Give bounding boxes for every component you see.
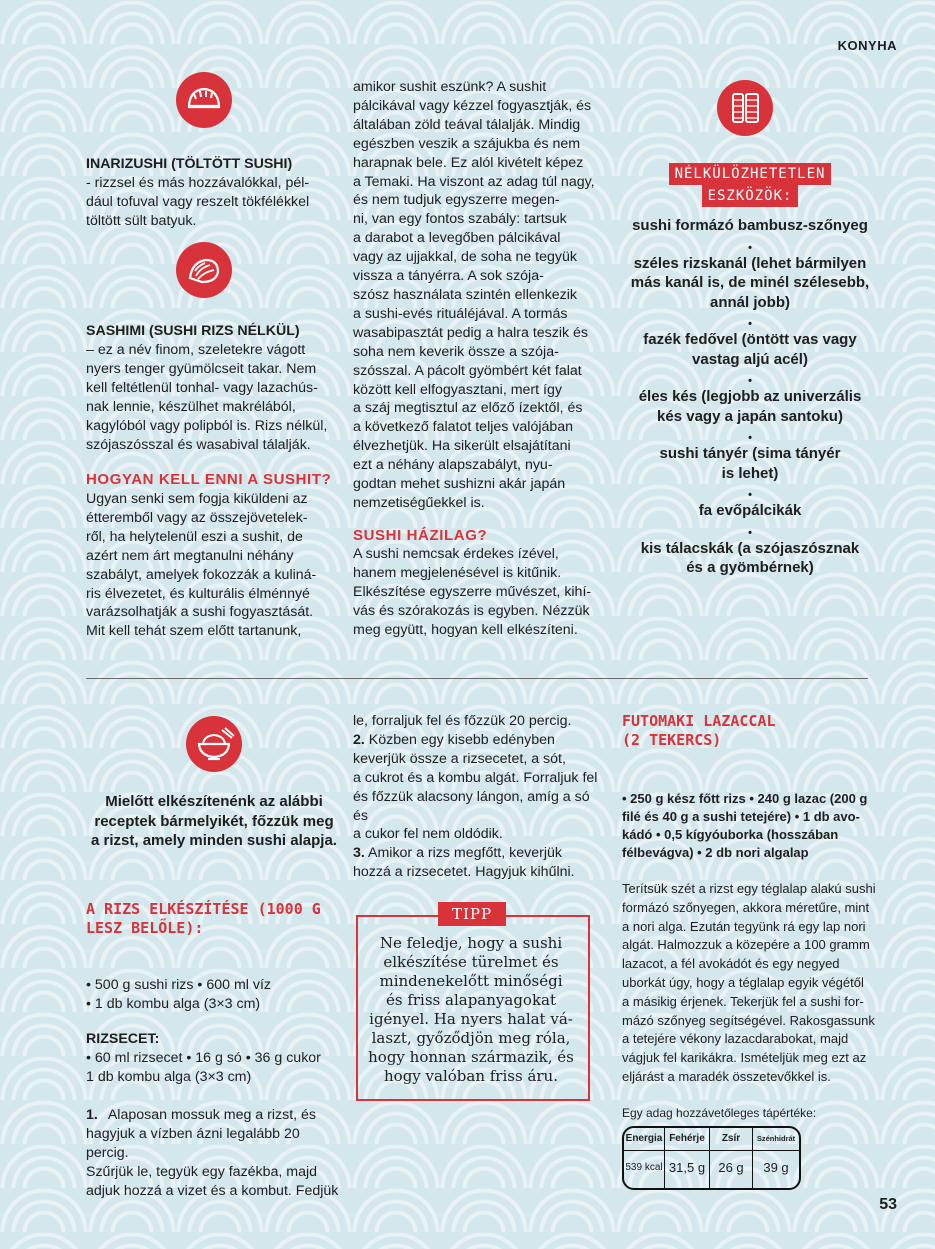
homemade-title: SUSHI HÁZILAG? (353, 527, 488, 544)
text-line: ris élvezetet, és kulturális élménnyé (86, 585, 310, 602)
text-line: Terítsük szét a rizst egy téglalap alakú sushi (622, 881, 876, 896)
nutrition-label: Fehérje (665, 1128, 709, 1151)
text-line: egészben veszik a szájukba és nem (353, 135, 581, 152)
step-text: Alaposan mossuk meg a rizst, és (107, 1107, 317, 1123)
text-line: hagyjuk a vízben ázni legalább 20 percig. (86, 1125, 300, 1161)
text-line: laszt, győződjön meg róla, (371, 1029, 571, 1047)
text-line: A sushi nemcsak érdekes ízével, (353, 546, 559, 562)
text-line: kell feltétlenül tonhal- vagy lazachús- (86, 379, 318, 396)
tool-item (615, 539, 885, 578)
text-line: – ez a név finom, szeletekre vágott (86, 342, 306, 358)
text-line: Szűrjük le, tegyük egy fazékba, majd (86, 1163, 318, 1180)
rice-steps-2-3 (353, 712, 608, 882)
tool-line: fa evőpálcikák (698, 502, 802, 519)
text-line: godtan mehet sushizni akár japán (353, 476, 566, 493)
text-line: azért nem árt megtanulni néhány (86, 547, 294, 564)
text-line: le, forraljuk fel és főzzük 20 percig. (353, 713, 572, 729)
text-line: szósz használata szintén ellenkezik (353, 286, 577, 303)
tool-item (615, 501, 885, 521)
text-line: hogy honnan származik, és (368, 1048, 574, 1066)
text-line: • 60 ml rizsecet • 16 g só • 36 g cukor (86, 1050, 321, 1066)
text-line: a cukor fel nem oldódik. (353, 826, 503, 843)
tool-line: sushi tányér (sima tányér (659, 445, 841, 462)
rice-title (86, 900, 346, 938)
text-line: szójaszósszal és wasabival tálalják. (86, 436, 311, 453)
sashimi-text (86, 341, 336, 454)
tool-line: annál jobb) (710, 293, 790, 311)
inarizushi-title: INARIZUSHI (TÖLTÖTT SUSHI) (86, 156, 293, 172)
rice-step-1 (86, 1106, 346, 1201)
tool-line: éles kés (legjobb az univerzális (638, 388, 862, 405)
text-line: vágjuk fel karikákra. Ismételjük meg ezt az (622, 1050, 867, 1066)
text-line: meg együtt, hogyan kell elkészíteni. (353, 621, 578, 638)
tools-title-line2: ESZKÖZÖK: (702, 185, 799, 207)
text-line: a darabot a levegőben pálcikával (353, 230, 561, 247)
tool-item (615, 254, 885, 313)
text-line: általában zöld teával tálalják. Mindig (353, 116, 581, 133)
text-line: és nem tudjuk egyszerre megen- (353, 192, 560, 209)
tool-line: kis tálacskák (a szójaszósznak (640, 539, 860, 557)
text-line: a sushi-evés rituáléjával. A tormás (353, 305, 568, 322)
bullet: • (748, 526, 752, 539)
text-line: félbevágva) • 2 db nori algalap (622, 845, 809, 860)
text-line: a száj megtisztul az előző ízektől, és (353, 400, 583, 417)
text-line: (2 TEKERCS) (622, 731, 722, 749)
text-line: élvezhetjük. Ha sikerült elsajátítani (353, 438, 571, 455)
inarizushi-text (86, 174, 336, 231)
text-line (86, 1106, 346, 1125)
text-line: és friss alapanyagokat (385, 991, 557, 1009)
text-line: - rizzsel és más hozzávalókkal, pél- (86, 175, 310, 191)
text-line: nemzetiségűekkel is. (353, 494, 485, 511)
eating-rules-text (353, 78, 608, 513)
bullet: • (748, 375, 752, 387)
text-line: pálcikával vagy kézzel fogyasztják, és (353, 97, 592, 114)
bullet: • (748, 489, 752, 501)
text-line: uborkát úgy, hogy a téglalap egyik végétől (622, 974, 864, 990)
rice-intro (86, 792, 342, 851)
nutrition-value: 39 g (763, 1160, 789, 1175)
nutrition-value: 26 g (718, 1160, 744, 1175)
text-line: és főzzük alacsony lángon, amíg a só és (353, 788, 590, 824)
text-line: hozzá a rizsecetet. Hagyjuk kihűlni. (353, 864, 575, 881)
tool-line: fazék fedővel (öntött vas vagy (643, 331, 857, 348)
text-line: A RIZS ELKÉSZÍTÉSE (1000 G (86, 900, 321, 918)
text-line: keverjük össze a rizsecetet, a sót, (353, 750, 566, 767)
tool-line: is lehet) (721, 464, 779, 482)
sashimi-title: SASHIMI (SUSHI RIZS NÉLKÜL) (86, 323, 300, 339)
futomaki-method (622, 880, 882, 1087)
tip-label: TIPP (438, 902, 506, 926)
text-line: adjuk hozzá a vizet és a kombut. Fedjük (86, 1182, 339, 1199)
text-line: varázsolhatják a sushi fogyasztását. (86, 604, 314, 621)
bullet: • (748, 432, 752, 444)
text-line: vissza a tányérra. A sok szója- (353, 268, 544, 285)
page-number: 53 (879, 1196, 897, 1213)
tool-line: sushi formázó bambusz-szőnyeg (632, 217, 868, 234)
text-line: vás és szórakozás is egyben. Nézzük (353, 602, 590, 619)
dumpling-icon (176, 72, 232, 128)
text-line: dául tofuval vagy reszelt tökfélékkel (86, 193, 310, 210)
text-line: a tetejére vékony lazacdarabokat, majd (622, 1031, 849, 1047)
text-line: receptek bármelyikét, főzzük meg (94, 812, 334, 830)
text-line: ni, van egy fontos szabály: tartsuk (353, 211, 567, 228)
text-line: ről, ha helytelenül eszi a sushit, de (86, 528, 303, 545)
tools-title (650, 163, 850, 207)
nutrition-label: Zsír (710, 1128, 752, 1151)
text-line: LESZ BELŐLE): (86, 919, 204, 937)
tool-line: széles rizskanál (lehet bármilyen (633, 254, 867, 272)
text-line: elkészítése türelmet és (383, 953, 559, 971)
section-divider (86, 678, 868, 679)
rice-ingredients (86, 976, 346, 1014)
text-line: mindenekelőtt minőségi (379, 972, 563, 990)
text-line: töltött sült batyuk. (86, 212, 197, 229)
text-line: soha nem keverik össze a szója- (353, 343, 559, 360)
text-line: kagylóból vagy polipból is. Rizs nélkül, (86, 417, 328, 434)
text-line (353, 844, 608, 863)
text-line: wasabipasztát pedig a halra teszik és (353, 324, 589, 341)
tool-item (615, 444, 885, 483)
text-line: 1 db kombu alga (3×3 cm) (86, 1068, 252, 1085)
step-number: 2. (353, 731, 365, 748)
nutrition-label: Energia (624, 1128, 664, 1151)
vinegar-title: RIZSECET: (86, 1031, 160, 1047)
text-line: igényel. Ha nyers halat vá- (369, 1010, 573, 1028)
step-text: Amikor a rizs megfőtt, keverjük (368, 845, 562, 862)
nutrition-caption: Egy adag hozzávetőleges tápértéke: (622, 1106, 817, 1120)
text-line: a cukrot és a kombu algát. Forraljuk fel (353, 769, 598, 786)
text-line: mázó szőnyeg segítségével. Rakosgassunk (622, 1012, 875, 1028)
text-line: Mielőtt elkészítenénk az alábbi (105, 793, 323, 810)
text-line: a nori alga. Ezután tegyünk rá egy lap nori (622, 918, 866, 934)
nutrition-col-energy (624, 1128, 665, 1188)
tool-line: kés vagy a japán santoku) (657, 407, 843, 425)
text-line: formázó szőnyegen, akkora méretűre, mint (622, 899, 870, 915)
text-line: harapnak bele. Ez alól kivételt képez (353, 154, 584, 171)
howto-text (86, 490, 336, 641)
text-line: között kell elfogyasztani, mert így (353, 381, 562, 398)
nutrition-col-protein (665, 1128, 710, 1188)
step-number: 1. (86, 1107, 98, 1123)
text-line: eljárást a maradék összetevőkkel is. (622, 1068, 831, 1084)
text-line: • 500 g sushi rizs • 600 ml víz (86, 977, 271, 993)
text-line: a Temaki. Ha viszont az adag túl nagy, (353, 173, 595, 190)
sashimi-icon (176, 242, 232, 298)
tool-item (615, 216, 885, 236)
text-line: Elkészítése egyszerre művészet, kihí- (353, 583, 592, 600)
tools-title-line1: NÉLKÜLÖZHETETLEN (669, 163, 832, 185)
sushi-mat-icon (717, 80, 773, 136)
bullet: • (748, 241, 752, 254)
nutrition-col-fat (710, 1128, 753, 1188)
nutrition-label: Szénhidrát (753, 1128, 799, 1151)
step-number: 3. (353, 845, 365, 862)
text-line: nyers tenger gyümölcseit takar. Nem (86, 360, 317, 377)
text-line: a következő falatot teljes valójában (353, 419, 574, 436)
vinegar-ingredients (86, 1049, 346, 1087)
tool-line: és a gyömbérnek) (686, 559, 814, 576)
section-label: KONYHA (837, 38, 897, 53)
text-line: Mit kell tehát szem előtt tartanunk, (86, 623, 302, 640)
text-line: kádó • 0,5 kígyóuborka (hosszában (622, 827, 839, 842)
tool-line: más kanál is, de minél szélesebb, (630, 274, 870, 291)
step-text: Közben egy kisebb edényben (368, 731, 555, 748)
text-line: szósszal. A pácolt gyömbért két falat (353, 362, 582, 379)
text-line: hanem megjelenésével is kitűnik. (353, 564, 562, 581)
text-line: a rizst, amely minden sushi alapja. (91, 832, 337, 849)
tool-item (615, 330, 885, 369)
text-line: ezt a néhány alapszabályt, nyu- (353, 457, 553, 474)
text-line: • 250 g kész főtt rizs • 240 g lazac (200 g (622, 791, 868, 806)
tools-list (615, 216, 885, 584)
nutrition-value: 539 kcal (625, 1162, 663, 1173)
text-line: hogy valóban friss áru. (384, 1067, 558, 1085)
text-line: vagy az ujjakkal, de soha ne tegyük (353, 249, 577, 266)
text-line: FUTOMAKI LAZACCAL (622, 712, 776, 730)
tool-item (615, 387, 885, 426)
futomaki-ingredients (622, 790, 882, 862)
text-line: étteremből vagy az összejövetelek- (86, 509, 308, 526)
text-line: filé és 40 g a sushi tetejére) • 1 db avo- (622, 809, 860, 824)
text-line: nak lennie, készülhet makrélából, (86, 398, 296, 415)
text-line: Ne feledje, hogy a sushi (379, 934, 563, 952)
text-line: Ugyan senki sem fogja kiküldeni az (86, 491, 308, 507)
homemade-text (353, 545, 608, 640)
text-line: lazacot, a fél avokádót és egy negyed (622, 956, 840, 972)
text-line: • 1 db kombu alga (3×3 cm) (86, 995, 261, 1012)
bullet: • (748, 318, 752, 330)
rice-bowl-icon (186, 716, 242, 772)
text-line (353, 731, 608, 750)
text-line: szabályt, amelyek fokozzák a kuliná- (86, 566, 317, 583)
text-line: algát. Halmozzuk a közepére a 100 gramm (622, 937, 870, 953)
nutrition-value: 31,5 g (668, 1160, 706, 1175)
howto-title: HOGYAN KELL ENNI A SUSHIT? (86, 471, 332, 488)
nutrition-col-carbs (753, 1128, 799, 1188)
text-line: amikor sushit eszünk? A sushit (353, 79, 547, 95)
tool-line: vastag aljú acél) (692, 350, 808, 368)
nutrition-table (622, 1126, 801, 1190)
tip-text (362, 934, 580, 1086)
text-line: a másikig érjenek. Tekerjük fel a sushi for- (622, 993, 864, 1009)
futomaki-title (622, 712, 872, 750)
